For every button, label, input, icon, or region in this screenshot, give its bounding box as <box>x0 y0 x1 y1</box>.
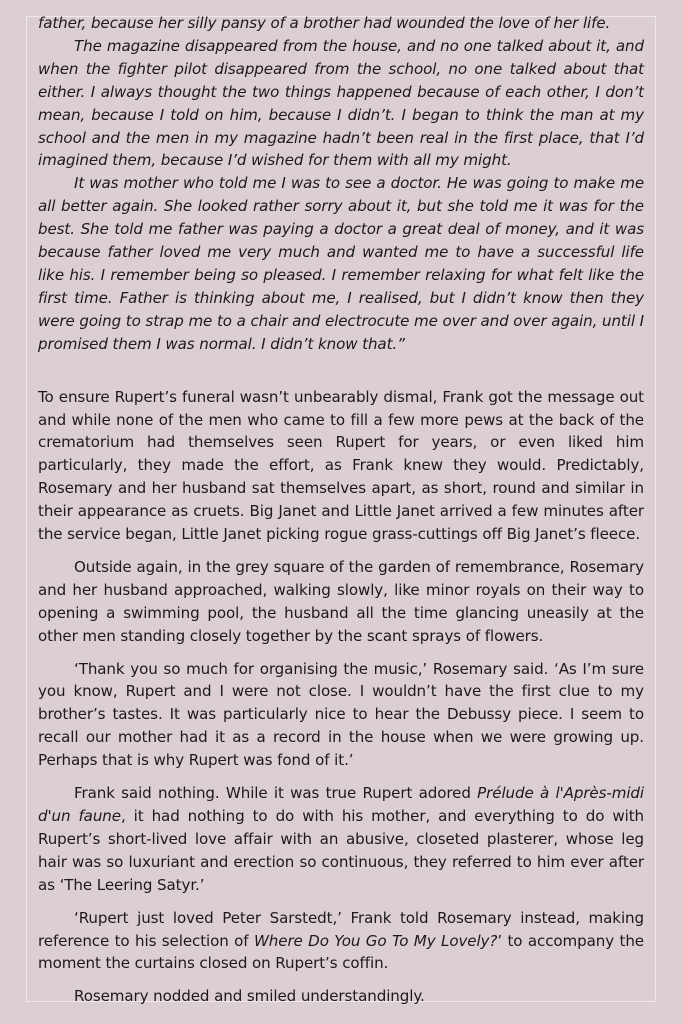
paragraph-8 <box>38 907 644 976</box>
document-page <box>38 12 644 1008</box>
paragraph-2: The magazine disappeared from the house, and no one talked about it, and when the fighter pilot disappeared from the school, no one talked about that either. I always thought the two things happened because of each other, I don’t mean, because I told on him, because I didn’t. I began to think the man at my school and the men in my magazine hadn’t been real in the first place, that I’d imagined them, because I’d wished for them with all my might. <box>38 36 644 170</box>
paragraph-8-text-after: ’ to accompany the moment the curtains closed on Rupert’s coffin. <box>38 931 644 973</box>
paragraph-7-italic-title: Prélude à l'Après-midi d'un faune <box>38 784 644 825</box>
paragraph-7-text-after: , it had nothing to do with his mother, and everything to do with Rupert’s short-lived love affair with an abusive, closeted plasterer, whose leg hair was so luxuriant and erection so continuous, they referred to him ever after as ‘The Leering Satyr.’ <box>38 807 644 894</box>
paragraph-8-italic-title: Where Do You Go To My Lovely? <box>253 931 498 950</box>
section-break <box>38 356 644 386</box>
paragraph-7-text-before: Frank said nothing. While it was true Rupert adored <box>74 784 478 803</box>
paragraph-7 <box>38 782 644 897</box>
paragraph-6: ‘Thank you so much for organising the music,’ Rosemary said. ‘As I’m sure you know, Rupert and I were not close. I wouldn’t have the first clue to my brother’s tastes. It was particularly nice to hear the Debussy piece. I seem to recall our mother had it as a record in the house when we were growing up. Perhaps that is why Rupert was fond of it.’ <box>38 659 644 770</box>
paragraph-1: father, because her silly pansy of a brother had wounded the love of her life. <box>38 14 611 32</box>
paragraph-3: It was mother who told me I was to see a doctor. He was going to make me all better again. She looked rather sorry about it, but she told me it was for the best. She told me father was paying a doctor a great deal of money, and it was because father loved me very much and wanted me to have a successful life like his. I remember being so pleased. I remember relaxing for what felt like the first time. Father is thinking about me, I realised, but I didn’t know then they were going to strap me to a chair and electrocute me over and over again, until I promised them I was normal. I didn’t know that.” <box>38 174 644 353</box>
paragraph-9: Rosemary nodded and smiled understandingly. <box>74 987 425 1006</box>
paragraph-8-text-before: ‘Rupert just loved Peter Sarstedt,’ Frank told Rosemary instead, making reference to his selection of <box>38 908 644 950</box>
paragraph-4: To ensure Rupert’s funeral wasn’t unbearably dismal, Frank got the message out and while none of the men who came to fill a few more pews at the back of the crematorium had themselves seen Rupert for years, or even liked him particularly, they made the effort, as Frank knew they would. Predictably, Rosemary and her husband sat themselves apart, as short, round and similar in their appearance as cruets. Big Janet and Little Janet arrived a few minutes after the service began, Little Janet picking rogue grass-cuttings off Big Janet’s fleece. <box>38 387 644 544</box>
paragraph-5: Outside again, in the grey square of the garden of remembrance, Rosemary and her husband approached, walking slowly, like minor royals on their way to opening a swimming pool, the husband all the time glancing uneasily at the other men standing closely together by the scant sprays of flowers. <box>38 557 644 645</box>
